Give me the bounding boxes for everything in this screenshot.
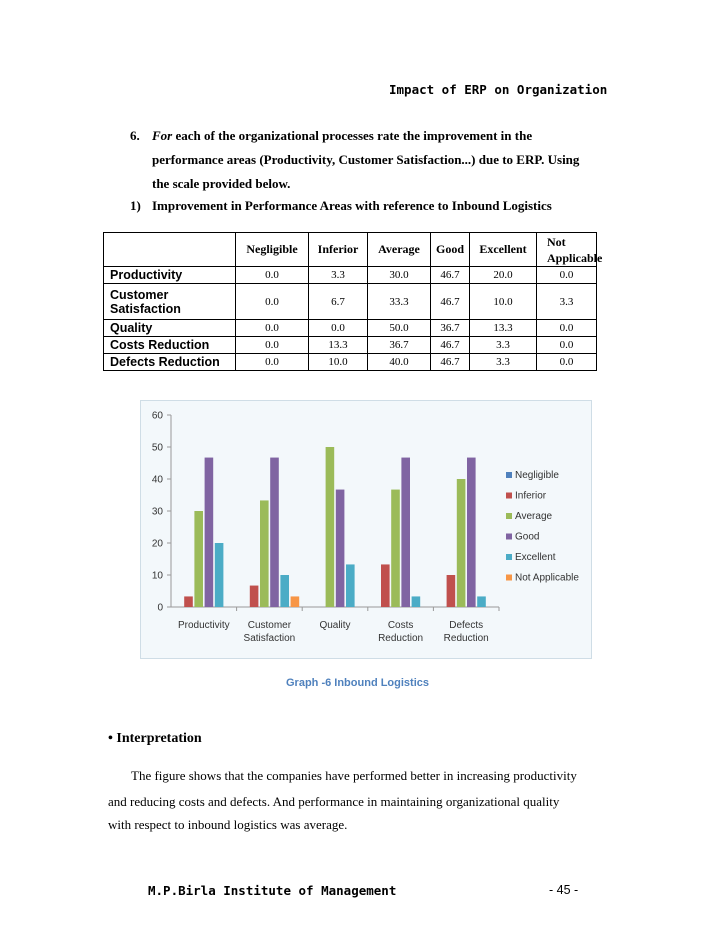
table-cell: 0.0 bbox=[236, 337, 309, 354]
bar-chart bbox=[140, 400, 592, 659]
bar-excellent bbox=[477, 596, 486, 607]
table-row bbox=[104, 337, 597, 354]
legend-swatch bbox=[506, 534, 512, 540]
table-row bbox=[104, 354, 597, 371]
subquestion-text: Improvement in Performance Areas with reference to Inbound Logistics bbox=[152, 198, 552, 213]
interpretation-line-1: The figure shows that the companies have performed better in increasing productivity bbox=[131, 768, 577, 783]
y-tick-label: 40 bbox=[151, 474, 163, 486]
x-tick-label: Costs bbox=[387, 620, 414, 631]
table-cell: 10.0 bbox=[470, 284, 537, 320]
y-tick-label: 50 bbox=[151, 442, 163, 454]
table-cell: 3.3 bbox=[537, 284, 597, 320]
legend-swatch bbox=[506, 472, 512, 478]
table-row-label: Customer Satisfaction bbox=[104, 284, 236, 320]
x-tick-label: Reduction bbox=[443, 633, 489, 644]
table-cell: 10.0 bbox=[309, 354, 368, 371]
table-cell: 6.7 bbox=[309, 284, 368, 320]
legend-label: Excellent bbox=[515, 552, 556, 563]
question-italic-word: For bbox=[152, 128, 173, 143]
page-header-title: Impact of ERP on Organization bbox=[389, 82, 608, 97]
x-tick-label: Reduction bbox=[378, 633, 424, 644]
table-header-row bbox=[104, 233, 597, 267]
legend-swatch bbox=[506, 575, 512, 581]
table-cell: 0.0 bbox=[236, 284, 309, 320]
table-cell: 0.0 bbox=[537, 320, 597, 337]
table-header-cell: Good bbox=[431, 233, 470, 267]
bar-inferior bbox=[447, 575, 456, 607]
x-tick-label: Productivity bbox=[177, 620, 230, 631]
bar-good bbox=[270, 458, 279, 607]
table-cell: 20.0 bbox=[470, 267, 537, 284]
table-cell: 50.0 bbox=[368, 320, 431, 337]
bar-inferior bbox=[250, 586, 259, 607]
x-tick-label: Customer bbox=[247, 620, 292, 631]
table-cell: 0.0 bbox=[236, 267, 309, 284]
interpretation-line-2: and reducing costs and defects. And performance in maintaining organizational quality bbox=[108, 794, 560, 809]
footer-page-number: - 45 - bbox=[549, 883, 579, 897]
interpretation-line-3: with respect to inbound logistics was average. bbox=[108, 817, 348, 832]
bar-good bbox=[336, 490, 345, 607]
table-row bbox=[104, 284, 597, 320]
y-tick-label: 30 bbox=[151, 506, 163, 518]
legend-label: Negligible bbox=[515, 470, 559, 481]
bar-inferior bbox=[184, 596, 193, 607]
ratings-table bbox=[103, 232, 603, 371]
x-tick-label: Quality bbox=[319, 620, 351, 631]
table-cell: 46.7 bbox=[431, 267, 470, 284]
bar-inferior bbox=[381, 564, 390, 607]
subquestion-number: 1) bbox=[130, 198, 141, 213]
table-cell: 0.0 bbox=[537, 267, 597, 284]
table-header-cell: Inferior bbox=[309, 233, 368, 267]
legend-label: Average bbox=[515, 511, 553, 522]
bar-average bbox=[391, 490, 400, 607]
question-line-1 bbox=[152, 128, 532, 144]
table-cell: 36.7 bbox=[368, 337, 431, 354]
bar-chart-svg bbox=[141, 401, 591, 658]
table-row-label: Quality bbox=[104, 320, 236, 337]
bar-average bbox=[260, 500, 269, 607]
interpretation-heading: • Interpretation bbox=[108, 731, 202, 746]
table-cell: 0.0 bbox=[236, 320, 309, 337]
bar-good bbox=[205, 458, 214, 607]
table-header-cell: Average bbox=[368, 233, 431, 267]
table-row-label: Defects Reduction bbox=[104, 354, 236, 371]
legend-label: Inferior bbox=[515, 490, 547, 502]
y-tick-label: 10 bbox=[151, 570, 163, 582]
bar-good bbox=[467, 458, 476, 607]
bar-average bbox=[457, 479, 466, 607]
bar-excellent bbox=[280, 575, 289, 607]
table-cell: 3.3 bbox=[470, 354, 537, 371]
legend-label: Good bbox=[515, 531, 540, 543]
table-cell: 13.3 bbox=[309, 337, 368, 354]
question-line-2: performance areas (Productivity, Customer Satisfaction...) due to ERP. Using bbox=[152, 152, 580, 167]
legend-swatch bbox=[506, 554, 512, 560]
x-tick-label: Defects bbox=[449, 620, 484, 631]
bar-average bbox=[194, 511, 203, 607]
table-row-label: Costs Reduction bbox=[104, 337, 236, 354]
y-tick-label: 0 bbox=[157, 602, 163, 614]
table-row-label: Productivity bbox=[104, 267, 236, 284]
question-number: 6. bbox=[130, 128, 140, 143]
legend-swatch bbox=[506, 493, 512, 499]
legend-swatch bbox=[506, 513, 512, 519]
table-cell: 0.0 bbox=[537, 354, 597, 371]
table-cell: 0.0 bbox=[309, 320, 368, 337]
table-cell: 40.0 bbox=[368, 354, 431, 371]
question-line-3: the scale provided below. bbox=[152, 176, 291, 191]
table-cell: 0.0 bbox=[236, 354, 309, 371]
bar-excellent bbox=[412, 596, 421, 607]
bar-good bbox=[401, 458, 410, 607]
table-header-cell: Excellent bbox=[470, 233, 537, 267]
table-cell: 0.0 bbox=[537, 337, 597, 354]
bar-excellent bbox=[346, 564, 355, 607]
table-cell: 46.7 bbox=[431, 284, 470, 320]
y-tick-label: 60 bbox=[151, 410, 163, 422]
table-cell: 46.7 bbox=[431, 337, 470, 354]
table-cell: 30.0 bbox=[368, 267, 431, 284]
y-tick-label: 20 bbox=[151, 538, 163, 550]
legend-label: Not Applicable bbox=[515, 572, 579, 584]
table-cell: 3.3 bbox=[309, 267, 368, 284]
table-header-cell: Negligible bbox=[236, 233, 309, 267]
footer-institute: M.P.Birla Institute of Management bbox=[148, 883, 397, 898]
table-cell: 13.3 bbox=[470, 320, 537, 337]
table-cell: 36.7 bbox=[431, 320, 470, 337]
table-header-cell bbox=[104, 233, 236, 267]
table-row bbox=[104, 267, 597, 284]
table-header-cell: Not Applicable bbox=[537, 233, 597, 267]
table-cell: 3.3 bbox=[470, 337, 537, 354]
bar-not-applicable bbox=[291, 596, 300, 607]
bar-average bbox=[326, 447, 335, 607]
graph-caption: Graph -6 Inbound Logistics bbox=[286, 677, 429, 689]
table-row bbox=[104, 320, 597, 337]
table-cell: 46.7 bbox=[431, 354, 470, 371]
table-cell: 33.3 bbox=[368, 284, 431, 320]
bar-excellent bbox=[215, 543, 224, 607]
question-line-1-rest: each of the organizational processes rate the improvement in the bbox=[172, 128, 533, 143]
x-tick-label: Satisfaction bbox=[243, 633, 296, 644]
